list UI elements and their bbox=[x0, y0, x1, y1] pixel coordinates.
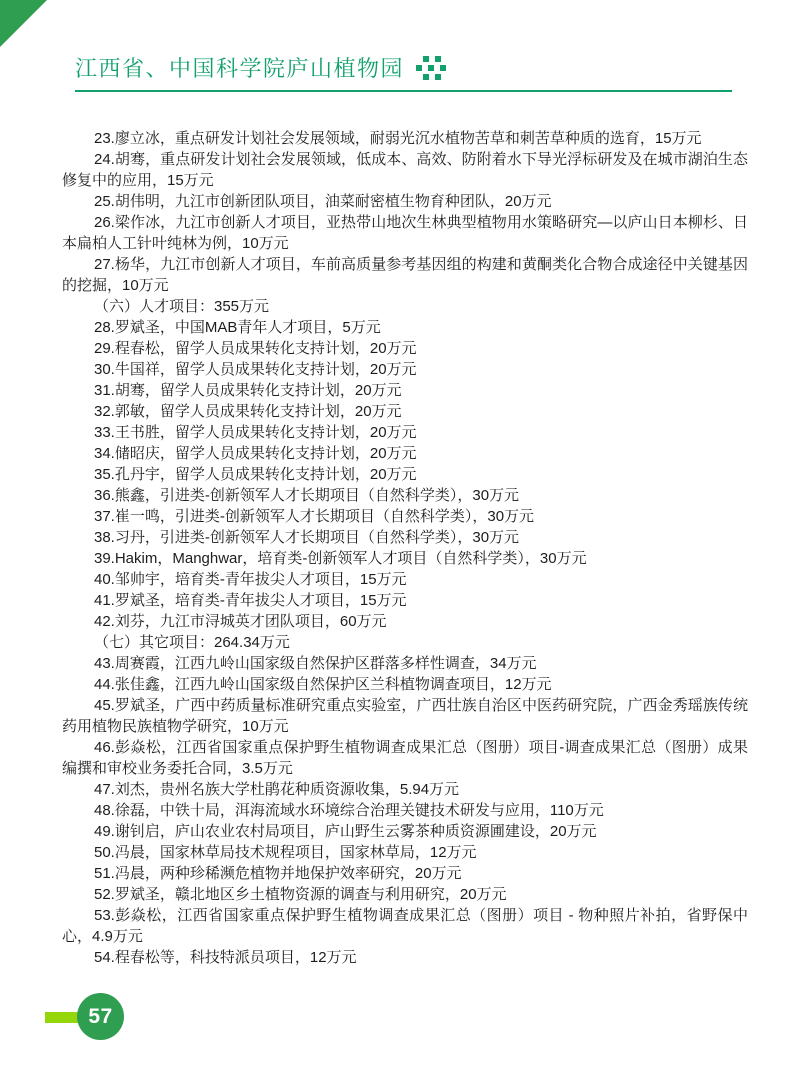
page-number-badge bbox=[77, 993, 124, 1040]
page-header bbox=[75, 52, 448, 83]
list-item: 24.胡骞，重点研发计划社会发展领域，低成本、高效、防附着水下导光浮标研发及在城市湖泊生态修复中的应用，15万元 bbox=[62, 151, 748, 189]
corner-triangle-decoration bbox=[0, 0, 47, 47]
list-item: 30.牛国祥，留学人员成果转化支持计划，20万元 bbox=[94, 361, 417, 378]
list-item: 50.冯晨，国家林草局技术规程项目，国家林草局，12万元 bbox=[94, 844, 477, 861]
list-item: 47.刘杰，贵州名族大学杜鹃花种质资源收集，5.94万元 bbox=[94, 781, 460, 798]
list-item: 29.程春松，留学人员成果转化支持计划，20万元 bbox=[94, 340, 417, 357]
list-item: 42.刘芬，九江市浔城英才团队项目，60万元 bbox=[94, 613, 387, 630]
list-item: 54.程春松等，科技特派员项目，12万元 bbox=[94, 949, 357, 966]
list-item: 28.罗斌圣，中国MAB青年人才项目，5万元 bbox=[94, 319, 381, 336]
header-divider-line bbox=[75, 90, 732, 92]
section-heading: （七）其它项目：264.34万元 bbox=[94, 634, 290, 651]
list-item: 38.习丹，引进类-创新领军人才长期项目（自然科学类），30万元 bbox=[94, 529, 520, 546]
list-item: 33.王书胜，留学人员成果转化支持计划，20万元 bbox=[94, 424, 417, 441]
list-item: 49.谢钊启，庐山农业农村局项目，庐山野生云雾茶种质资源圃建设，20万元 bbox=[94, 823, 597, 840]
page-title: 江西省、中国科学院庐山植物园 bbox=[75, 56, 405, 81]
list-item: 45.罗斌圣，广西中药质量标准研究重点实验室，广西壮族自治区中医药研究院，广西金秀瑶族传统药用植物民族植物学研究，10万元 bbox=[62, 697, 748, 735]
list-item: 25.胡伟明，九江市创新团队项目，油菜耐密植生物育种团队，20万元 bbox=[94, 193, 552, 210]
double-chevron-right-icon bbox=[414, 55, 448, 81]
list-item: 26.梁作冰，九江市创新人才项目，亚热带山地次生林典型植物用水策略研究—以庐山日本柳杉、日本扁柏人工针叶纯林为例，10万元 bbox=[62, 214, 748, 252]
list-item: 44.张佳鑫，江西九岭山国家级自然保护区兰科植物调查项目，12万元 bbox=[94, 676, 552, 693]
list-item: 37.崔一鸣，引进类-创新领军人才长期项目（自然科学类），30万元 bbox=[94, 508, 535, 525]
list-item: 51.冯晨，两种珍稀濒危植物并地保护效率研究，20万元 bbox=[94, 865, 462, 882]
list-item: 52.罗斌圣，赣北地区乡土植物资源的调查与利用研究，20万元 bbox=[94, 886, 507, 903]
list-item: 48.徐磊，中铁十局，洱海流域水环境综合治理关键技术研发与应用，110万元 bbox=[94, 802, 604, 819]
page-number: 57 bbox=[88, 1004, 113, 1028]
list-item: 39.Hakim，Manghwar，培育类-创新领军人才项目（自然科学类），30万元 bbox=[94, 550, 587, 567]
list-item: 32.郭敏，留学人员成果转化支持计划，20万元 bbox=[94, 403, 402, 420]
list-item: 41.罗斌圣，培育类-青年拔尖人才项目，15万元 bbox=[94, 592, 407, 609]
list-item: 23.廖立冰，重点研发计划社会发展领域，耐弱光沉水植物苦草和刺苦草种质的选育，15万元 bbox=[94, 130, 702, 147]
list-item: 35.孔丹宇，留学人员成果转化支持计划，20万元 bbox=[94, 466, 417, 483]
section-heading: （六）人才项目：355万元 bbox=[94, 298, 270, 315]
list-item: 46.彭焱松，江西省国家重点保护野生植物调查成果汇总（图册）项目-调查成果汇总（图册）成果编撰和审校业务委托合同，3.5万元 bbox=[62, 739, 748, 777]
list-item: 34.储昭庆，留学人员成果转化支持计划，20万元 bbox=[94, 445, 417, 462]
list-item: 36.熊鑫，引进类-创新领军人才长期项目（自然科学类），30万元 bbox=[94, 487, 520, 504]
list-item: 31.胡骞，留学人员成果转化支持计划，20万元 bbox=[94, 382, 402, 399]
list-item: 53.彭焱松，江西省国家重点保护野生植物调查成果汇总（图册）项目 - 物种照片补拍，省野保中心，4.9万元 bbox=[62, 907, 748, 945]
document-body bbox=[62, 128, 748, 968]
list-item: 40.邹帅宇，培育类-青年拔尖人才项目，15万元 bbox=[94, 571, 407, 588]
list-item: 27.杨华，九江市创新人才项目，车前高质量参考基因组的构建和黄酮类化合物合成途径中关键基因的挖掘，10万元 bbox=[62, 256, 748, 294]
list-item: 43.周赛霞，江西九岭山国家级自然保护区群落多样性调查，34万元 bbox=[94, 655, 537, 672]
